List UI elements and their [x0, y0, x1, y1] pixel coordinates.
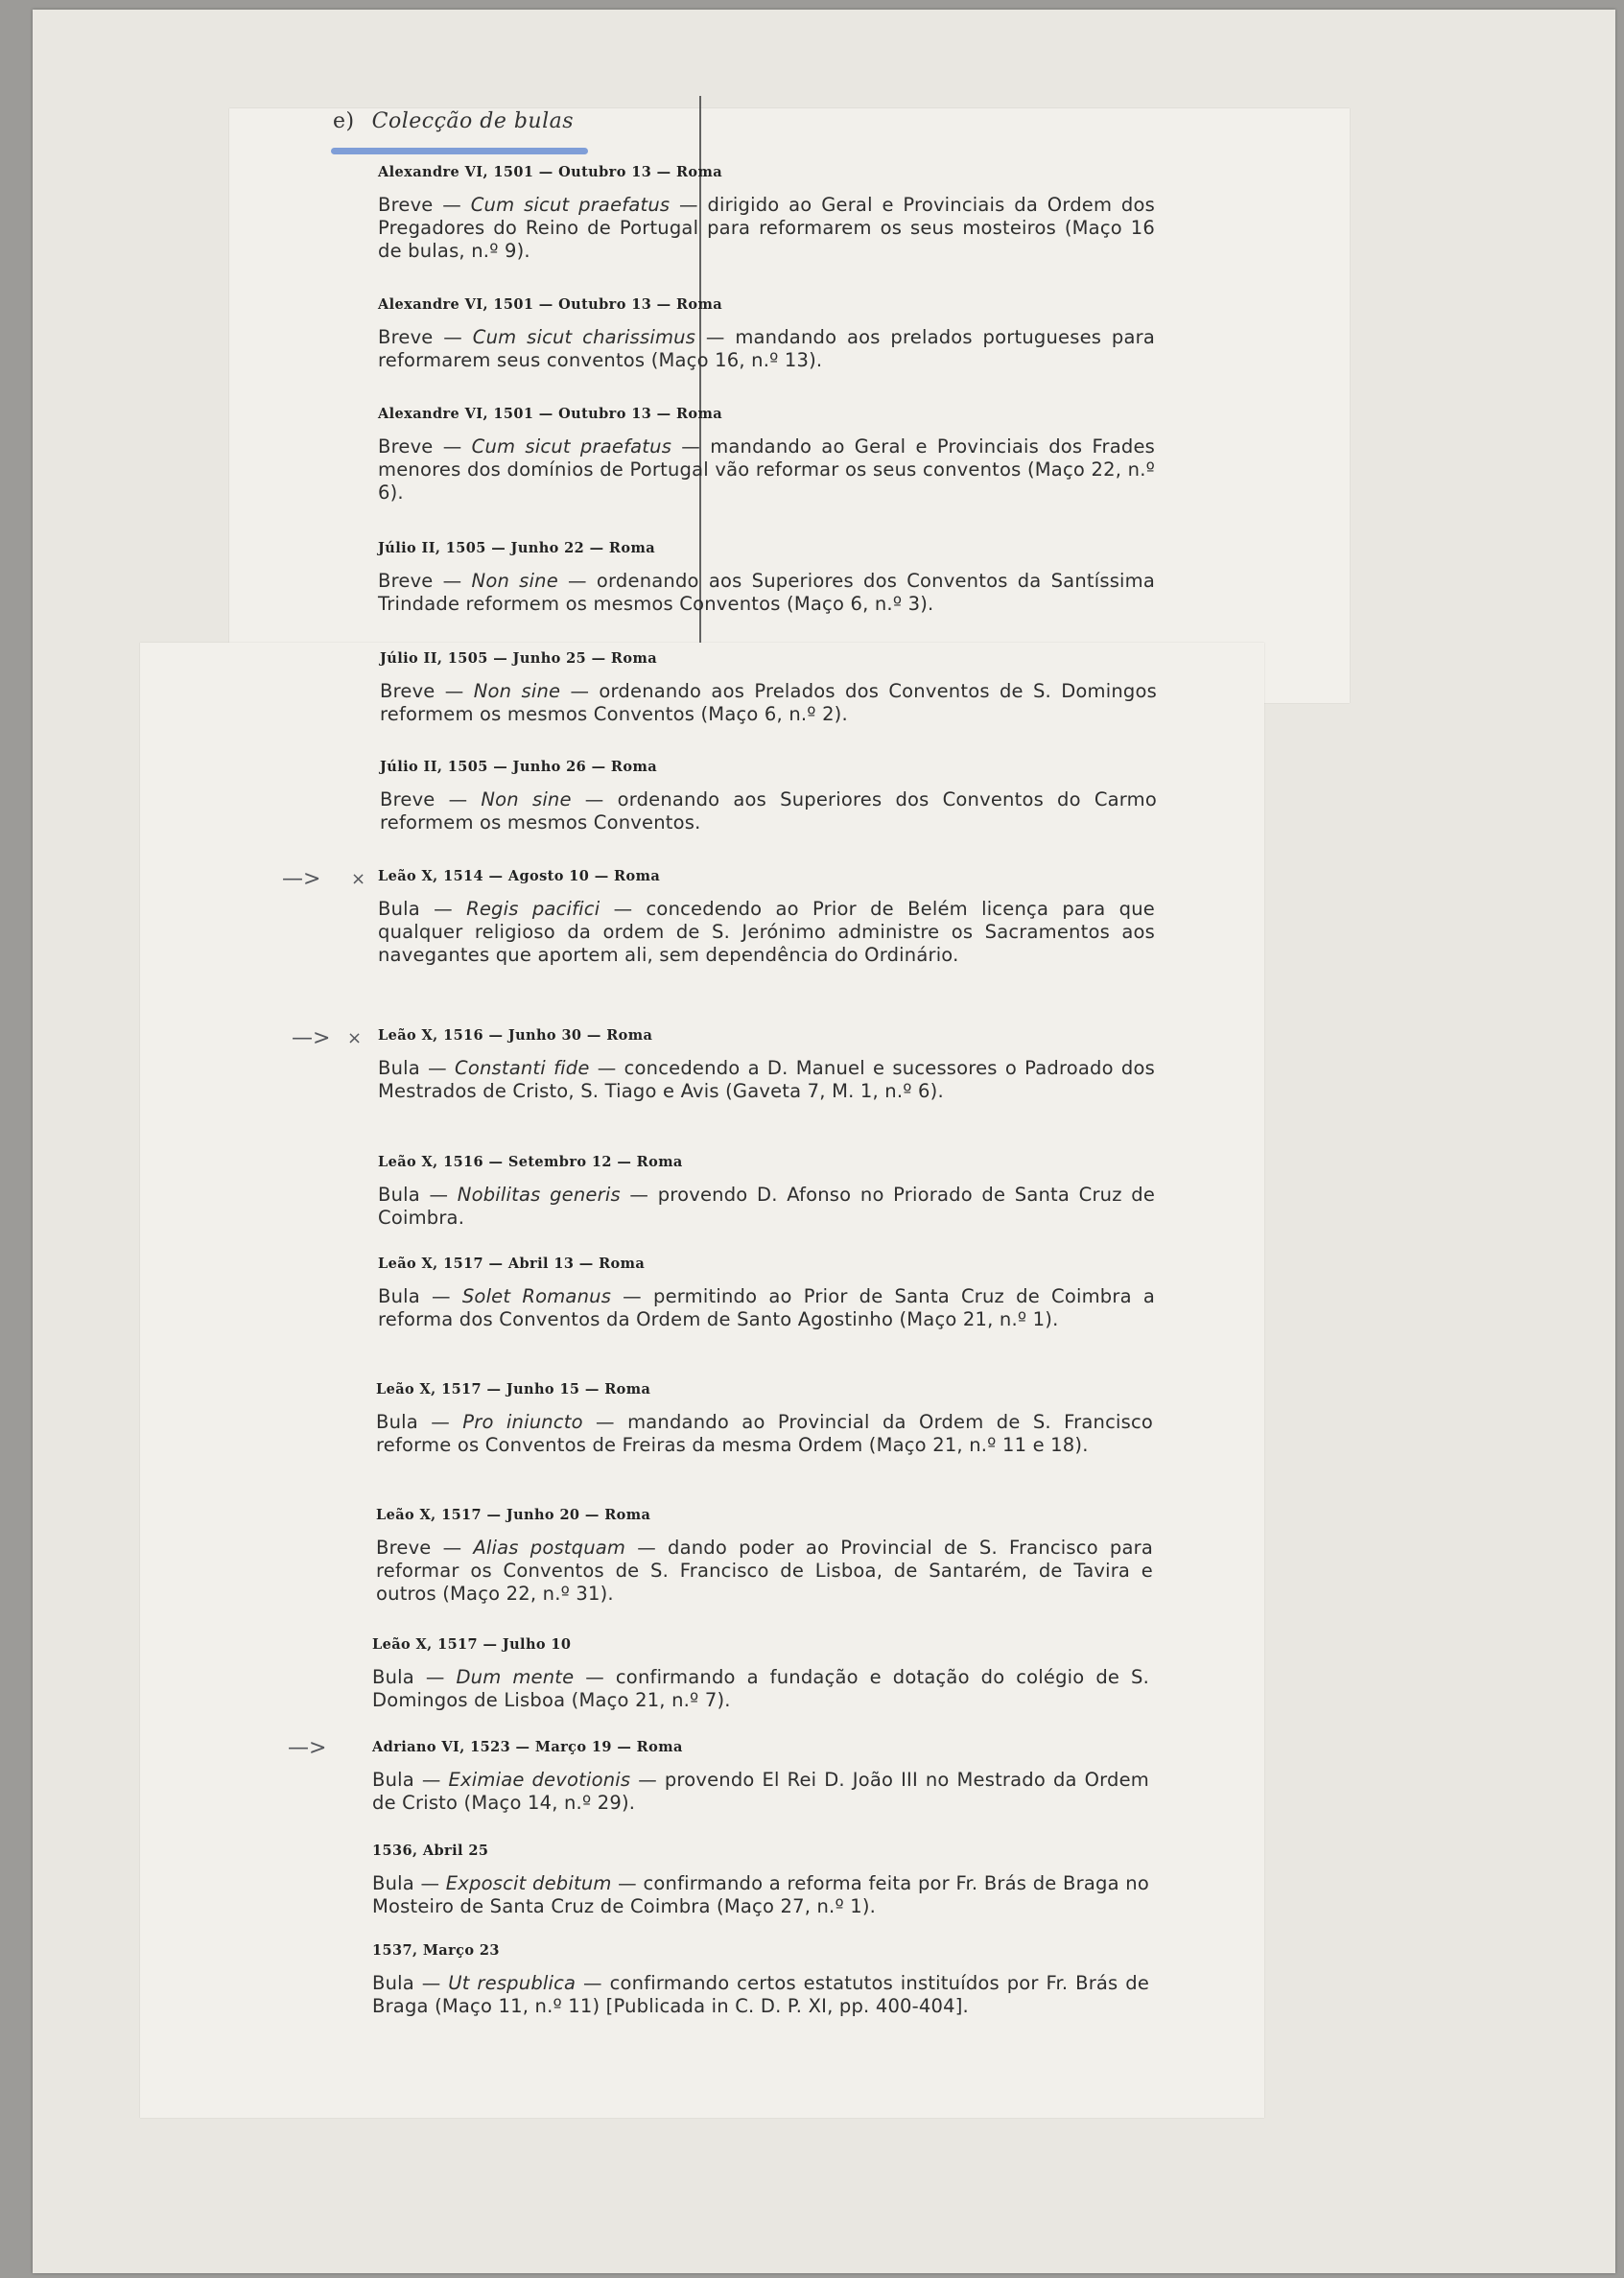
entry-body: Bula — Solet Romanus — permitindo ao Prior de Santa Cruz de Coimbra a reforma dos Conventos da Ordem de Santo Agostinho (Maço 21, n.º 1). — [378, 1285, 1155, 1330]
entry-text: mandando ao Geral e Provinciais dos Frades menores dos domínios de Portugal vão reformar os seus conventos (Maço 22, n.º 6). — [378, 435, 1155, 504]
entry-incipit: Exposcit debitum — [445, 1872, 612, 1894]
bull-entry — [376, 1380, 1153, 1457]
bull-entry — [372, 1635, 1149, 1712]
entry-body: Breve — Non sine — ordenando aos Prelados dos Conventos de S. Domingos reformem os mesmos Conventos (Maço 6, n.º 2). — [380, 680, 1157, 725]
entry-header: Júlio II, 1505 — Junho 26 — Roma — [380, 759, 657, 775]
entry-body: Bula — Dum mente — confirmando a fundação e dotação do colégio de S. Domingos de Lisboa (Maço 21, n.º 7). — [372, 1666, 1150, 1711]
entry-doc-type: Breve — [378, 570, 434, 592]
entry-incipit: Regis pacifici — [466, 898, 600, 920]
bull-entry — [380, 649, 1157, 726]
entry-text: concedendo a D. Manuel e sucessores o Padroado dos Mestrados de Cristo, S. Tiago e Avis (Gaveta 7, M. 1, n.º 6). — [378, 1057, 1156, 1102]
entry-doc-type: Bula — [372, 1769, 414, 1791]
entry-header: Leão X, 1516 — Setembro 12 — Roma — [378, 1154, 683, 1170]
entry-body: Bula — Pro iniuncto — mandando ao Provincial da Ordem de S. Francisco reforme os Conventos de Freiras da mesma Ordem (Maço 21, n.º 11 e 18). — [376, 1411, 1154, 1456]
entry-incipit: Pro iniuncto — [462, 1411, 583, 1433]
entry-header: Leão X, 1517 — Julho 10 — [372, 1636, 572, 1653]
bull-entry — [380, 758, 1157, 834]
bull-entry — [376, 1506, 1153, 1606]
entry-incipit: Non sine — [481, 788, 572, 810]
bull-entry — [378, 539, 1155, 616]
entry-incipit: Eximiae devotionis — [448, 1769, 631, 1791]
blue-highlight-stroke — [331, 148, 588, 154]
bull-entry — [372, 1842, 1149, 1918]
section-title: Colecção de bulas — [371, 109, 575, 133]
entry-header: Júlio II, 1505 — Junho 25 — Roma — [380, 650, 657, 667]
entry-text: confirmando a reforma feita por Fr. Brás de Braga no Mosteiro de Santa Cruz de Coimbra (Maço 27, n.º 1). — [372, 1872, 1149, 1917]
entry-text: concedendo ao Prior de Belém licença para que qualquer religioso da ordem de S. Jerónimo administre os Sacramentos aos navegantes que aportem ali, sem dependência do Ordinário. — [378, 898, 1156, 966]
entry-doc-type: Breve — [378, 435, 434, 458]
bull-entry — [378, 163, 1155, 263]
entry-body: Breve — Cum sicut praefatus — mandando ao Geral e Provinciais dos Frades menores dos domínios de Portugal vão reformar os seus conventos (Maço 22, n.º 6). — [378, 435, 1155, 504]
margin-arrow-icon: —> — [288, 1736, 327, 1760]
entry-doc-type: Breve — [380, 680, 435, 702]
entry-header: Júlio II, 1505 — Junho 22 — Roma — [378, 540, 655, 556]
entry-text: dirigido ao Geral e Provinciais da Ordem dos Pregadores do Reino de Portugal para reformarem os seus mosteiros (Maço 16 de bulas, n.º 9). — [378, 194, 1155, 262]
entry-doc-type: Bula — [372, 1872, 414, 1894]
entry-doc-type: Breve — [376, 1537, 432, 1559]
entry-header: 1537, Março 23 — [372, 1942, 500, 1959]
entry-body: Breve — Alias postquam — dando poder ao Provincial de S. Francisco para reformar os Conventos de S. Francisco de Lisboa, de Santarém, de Tavira e outros (Maço 22, n.º 31). — [376, 1537, 1153, 1605]
entry-doc-type: Breve — [378, 326, 434, 348]
bull-entry — [378, 295, 1155, 372]
entry-header: Leão X, 1517 — Junho 20 — Roma — [376, 1507, 651, 1523]
entry-doc-type: Breve — [380, 788, 435, 810]
entry-body: Bula — Ut respublica — confirmando certos estatutos instituídos por Fr. Brás de Braga (Maço 11, n.º 11) [Publicada in C. D. P. XI, pp. 400-404]. — [372, 1972, 1150, 2017]
entry-doc-type: Bula — [378, 1057, 420, 1079]
entry-body: Breve — Cum sicut praefatus — dirigido ao Geral e Provinciais da Ordem dos Pregadores do Reino de Portugal para reformarem os seus mosteiros (Maço 16 de bulas, n.º 9). — [378, 194, 1155, 262]
section-heading — [333, 109, 574, 133]
entry-incipit: Dum mente — [456, 1666, 575, 1688]
entry-body: Breve — Cum sicut charissimus — mandando aos prelados portugueses para reformarem seus conventos (Maço 16, n.º 13). — [378, 326, 1155, 371]
entry-body: Breve — Non sine — ordenando aos Superiores dos Conventos da Santíssima Trindade reformem os mesmos Conventos (Maço 6, n.º 3). — [378, 570, 1156, 615]
entry-text: mandando ao Provincial da Ordem de S. Francisco reforme os Conventos de Freiras da mesma Ordem (Maço 21, n.º 11 e 18). — [376, 1411, 1154, 1456]
entry-incipit: Cum sicut charissimus — [472, 326, 696, 348]
entry-doc-type: Bula — [372, 1666, 414, 1688]
entry-body: Bula — Constanti fide — concedendo a D. Manuel e sucessores o Padroado dos Mestrados de Cristo, S. Tiago e Avis (Gaveta 7, M. 1, n.º 6). — [378, 1057, 1156, 1102]
entry-header: Alexandre VI, 1501 — Outubro 13 — Roma — [378, 296, 723, 313]
entry-header: Leão X, 1517 — Junho 15 — Roma — [376, 1381, 651, 1397]
entry-header: 1536, Abril 25 — [372, 1843, 489, 1859]
entry-header: Adriano VI, 1523 — Março 19 — Roma — [372, 1739, 683, 1755]
entry-header: Alexandre VI, 1501 — Outubro 13 — Roma — [378, 164, 723, 180]
bull-entry — [372, 1738, 1149, 1815]
entry-incipit: Solet Romanus — [461, 1285, 612, 1307]
entry-doc-type: Bula — [378, 898, 420, 920]
entry-incipit: Cum sicut praefatus — [470, 194, 671, 216]
bull-entry — [378, 405, 1155, 505]
bull-entry — [372, 1941, 1149, 2018]
entry-text: provendo El Rei D. João III no Mestrado da Ordem de Cristo (Maço 14, n.º 29). — [372, 1769, 1150, 1814]
entry-header: Leão X, 1514 — Agosto 10 — Roma — [378, 868, 661, 884]
entry-body: Bula — Regis pacifici — concedendo ao Prior de Belém licença para que qualquer religioso da ordem de S. Jerónimo administre os Sacramentos aos navegantes que aportem ali, sem dependência do Ordinário. — [378, 898, 1156, 966]
entry-doc-type: Breve — [378, 194, 434, 216]
margin-arrow-icon: —> — [292, 1026, 331, 1050]
entry-header: Alexandre VI, 1501 — Outubro 13 — Roma — [378, 406, 723, 422]
bull-entry — [378, 867, 1155, 967]
entry-header: Leão X, 1517 — Abril 13 — Roma — [378, 1256, 646, 1272]
bull-entry — [378, 1153, 1155, 1230]
margin-arrow-icon: —> — [282, 867, 321, 891]
entry-doc-type: Bula — [376, 1411, 418, 1433]
entry-body: Bula — Nobilitas generis — provendo D. Afonso no Priorado de Santa Cruz de Coimbra. — [378, 1184, 1156, 1229]
entry-incipit: Constanti fide — [455, 1057, 590, 1079]
entry-text: ordenando aos Prelados dos Conventos de S. Domingos reformem os mesmos Conventos (Maço 6, n.º 2). — [380, 680, 1157, 725]
entry-body: Bula — Eximiae devotionis — provendo El Rei D. João III no Mestrado da Ordem de Cristo (Maço 14, n.º 29). — [372, 1769, 1150, 1814]
bull-entry — [378, 1255, 1155, 1331]
entry-text: dando poder ao Provincial de S. Francisco para reformar os Conventos de S. Francisco de Lisboa, de Santarém, de Tavira e outros (Maço 22, n.º 31). — [376, 1537, 1153, 1605]
entry-doc-type: Bula — [372, 1972, 414, 1994]
entry-header: Leão X, 1516 — Junho 30 — Roma — [378, 1027, 653, 1044]
entry-body: Bula — Exposcit debitum — confirmando a reforma feita por Fr. Brás de Braga no Mosteiro de Santa Cruz de Coimbra (Maço 27, n.º 1). — [372, 1872, 1149, 1917]
entry-text: ordenando aos Superiores dos Conventos do Carmo reformem os mesmos Conventos. — [380, 788, 1157, 834]
entry-text: permitindo ao Prior de Santa Cruz de Coimbra a reforma dos Conventos da Ordem de Santo Agostinho (Maço 21, n.º 1). — [378, 1285, 1155, 1330]
entry-incipit: Alias postquam — [473, 1537, 626, 1559]
entry-text: mandando aos prelados portugueses para reformarem seus conventos (Maço 16, n.º 13). — [378, 326, 1155, 371]
margin-cross-icon: × — [351, 869, 366, 889]
entry-doc-type: Bula — [378, 1184, 420, 1206]
section-label: e) — [333, 109, 355, 133]
entry-doc-type: Bula — [378, 1285, 420, 1307]
entry-incipit: Nobilitas generis — [457, 1184, 621, 1206]
entry-body: Breve — Non sine — ordenando aos Superiores dos Conventos do Carmo reformem os mesmos Conventos. — [380, 788, 1157, 834]
entry-text: ordenando aos Superiores dos Conventos da Santíssima Trindade reformem os mesmos Conventos (Maço 6, n.º 3). — [378, 570, 1156, 615]
entry-incipit: Ut respublica — [448, 1972, 577, 1994]
entry-incipit: Non sine — [473, 680, 561, 702]
entry-text: confirmando a fundação e dotação do colégio de S. Domingos de Lisboa (Maço 21, n.º 7). — [372, 1666, 1150, 1711]
entry-text: confirmando certos estatutos instituídos por Fr. Brás de Braga (Maço 11, n.º 11) [Publicada in C. D. P. XI, pp. 400-404]. — [372, 1972, 1150, 2017]
entry-incipit: Cum sicut praefatus — [471, 435, 672, 458]
margin-cross-icon: × — [347, 1028, 363, 1048]
entry-text: provendo D. Afonso no Priorado de Santa Cruz de Coimbra. — [378, 1184, 1156, 1229]
bull-entry — [378, 1026, 1155, 1103]
entry-incipit: Non sine — [471, 570, 558, 592]
